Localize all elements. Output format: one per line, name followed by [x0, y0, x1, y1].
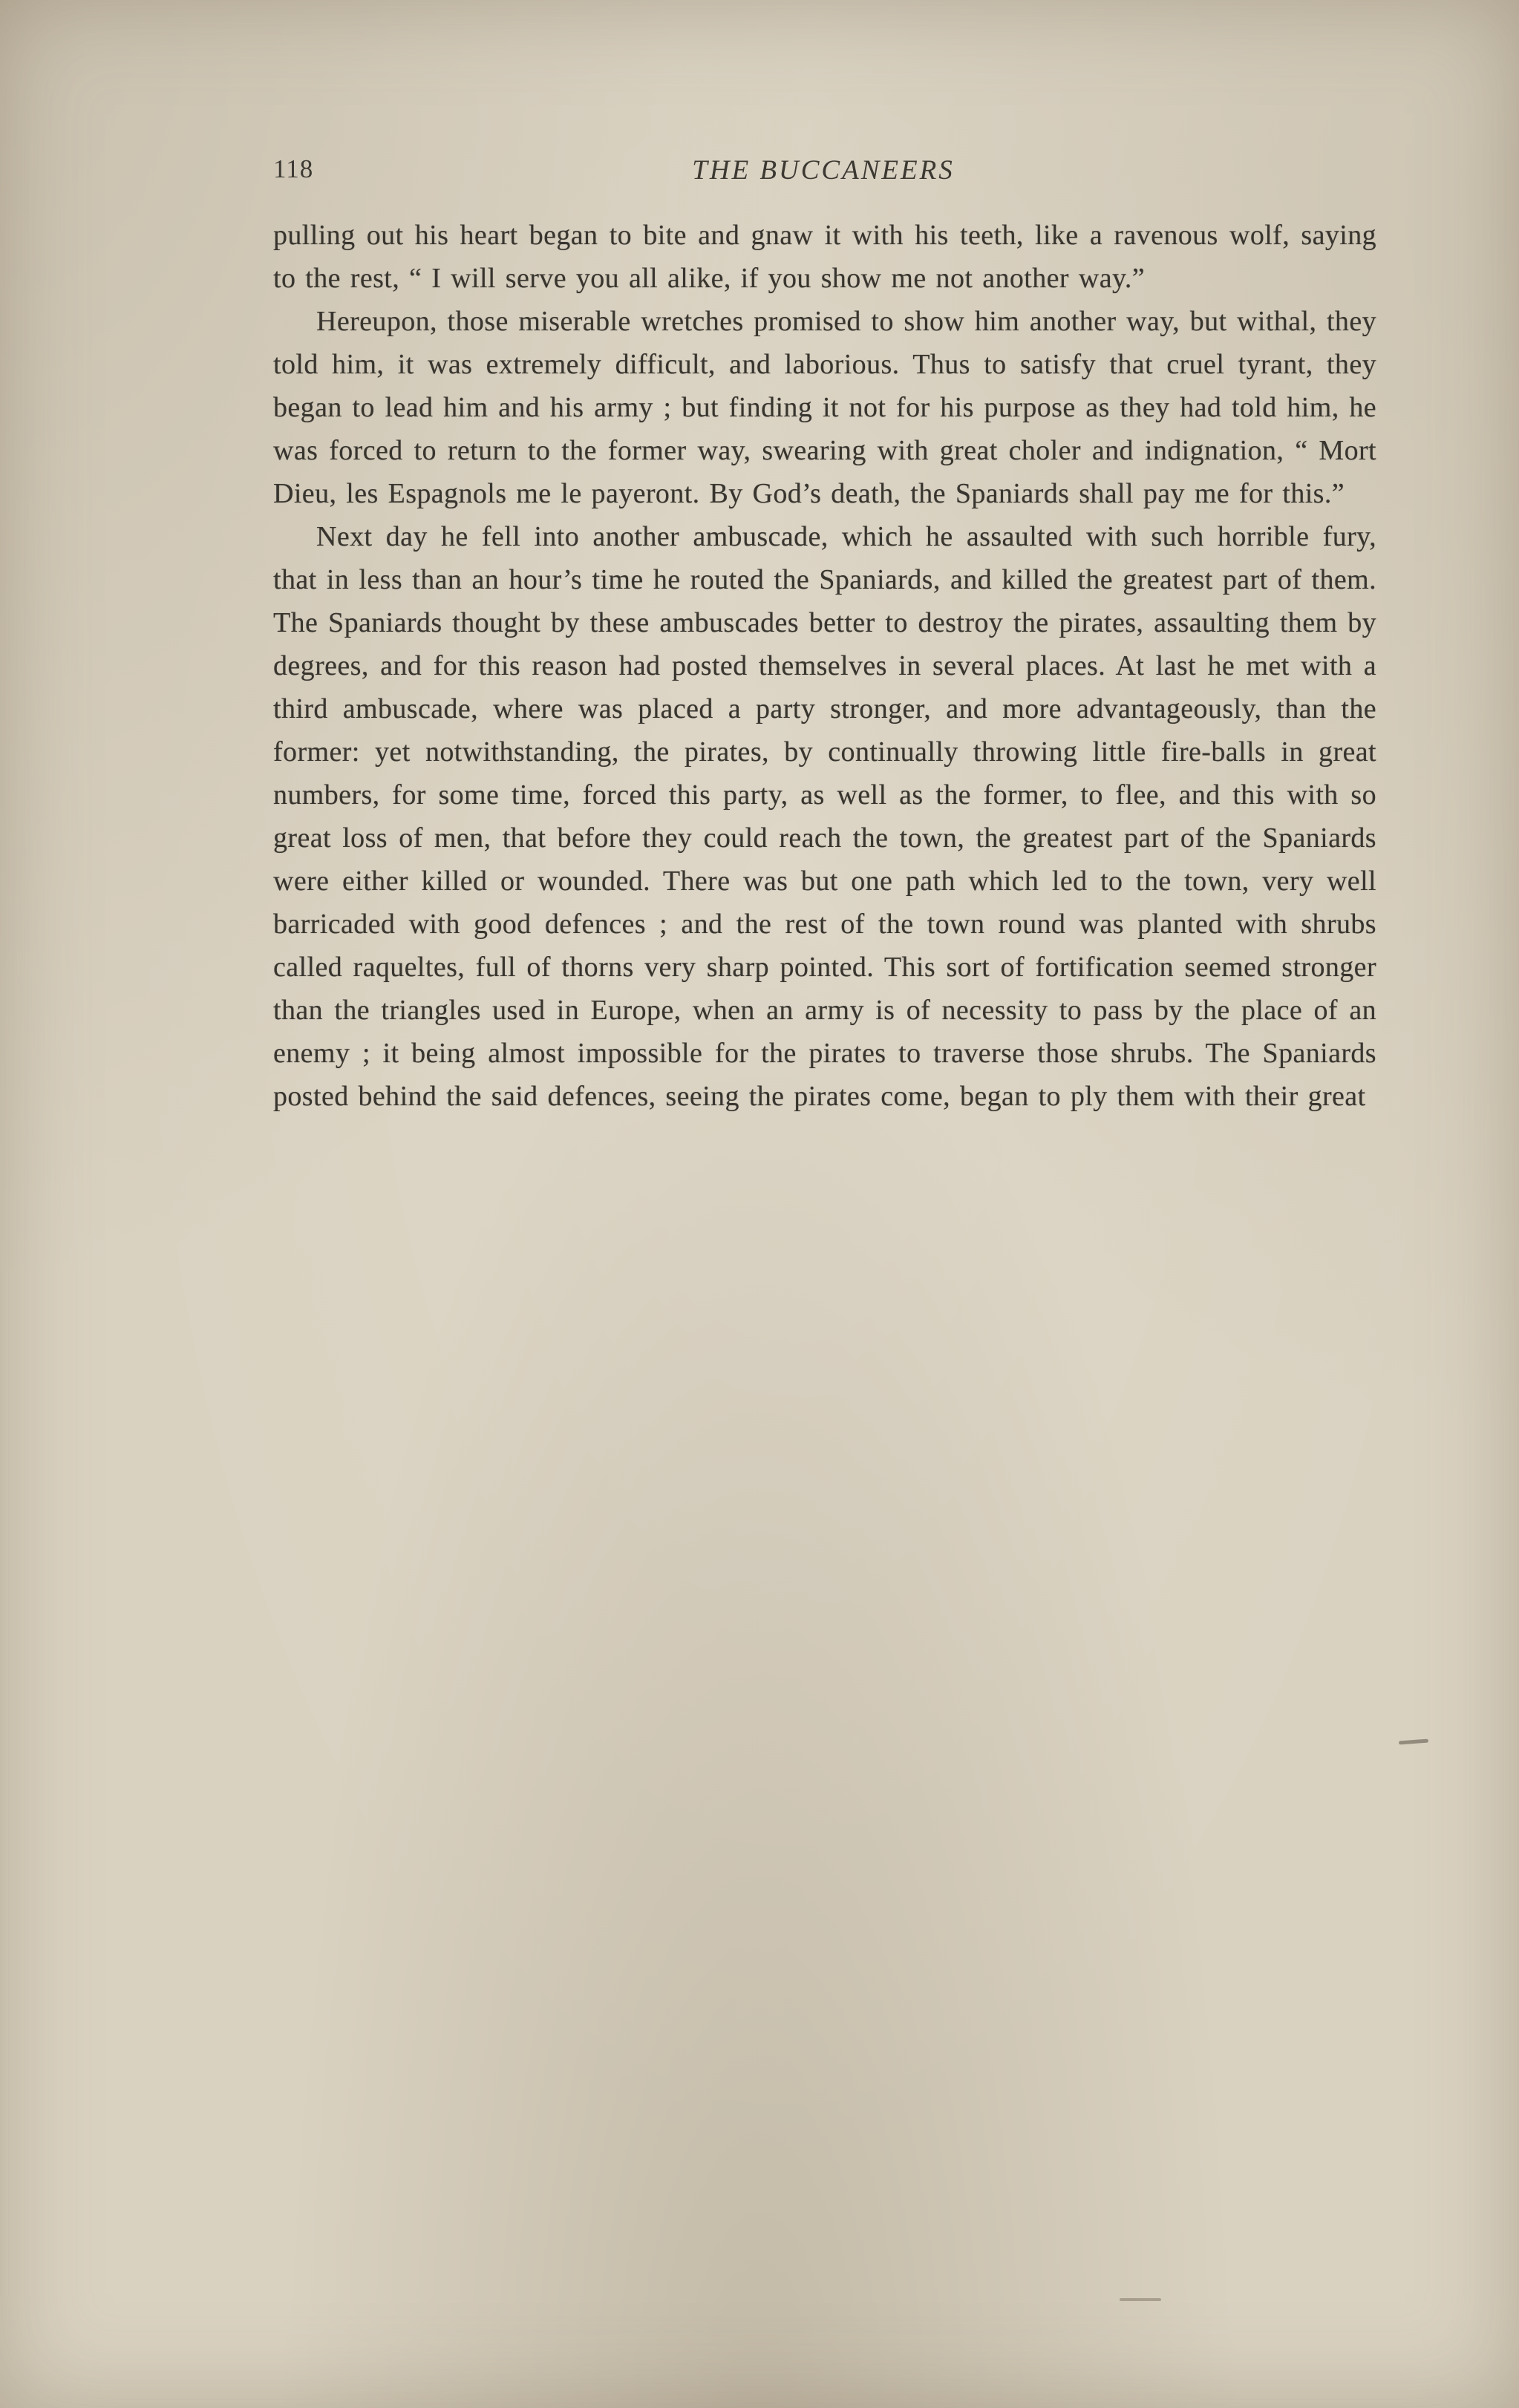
margin-pencil-mark [1399, 1739, 1428, 1745]
page-text [273, 214, 1376, 1118]
page-header [273, 154, 1373, 190]
paragraph: Next day he fell into another ambuscade, which he assaulted with such horrible fury, that in less than an hour’s time he routed the Spaniards, and killed the greatest part of them. The Spaniards thought by these ambuscades better to destroy the pirates, assaulting them by degrees, and for this reason had posted themselves in several places. At last he met with a third ambuscade, where was placed a party stronger, and more advantageously, than the former: yet notwithstanding, the pirates, by continually throwing little fire-balls in great numbers, for some time, forced this party, as well as the former, to flee, and this with so great loss of men, that before they could reach the town, the greatest part of the Spaniards were either killed or wounded. There was but one path which led to the town, very well barricaded with good defences ; and the rest of the town round was planted with shrubs called raqueltes, full of thorns very sharp pointed. This sort of fortification seemed stronger than the triangles used in Europe, when an army is of necessity to pass by the place of an enemy ; it being almost impossible for the pirates to traverse those shrubs. The Spaniards posted behind the said defences, seeing the pirates come, began to ply them with their great [273, 521, 1376, 1112]
stray-mark [1120, 2298, 1161, 2301]
running-title: THE BUCCANEERS [692, 155, 955, 186]
paragraph: pulling out his heart began to bite and gnaw it with his teeth, like a ravenous wolf, saying to the rest, “ I will serve you all alike, if you show me not another way.” [273, 220, 1376, 294]
paragraph: Hereupon, those miserable wretches promised to show him another way, but withal, they told him, it was extremely difficult, and laborious. Thus to satisfy that cruel tyrant, they began to lead him and his army ; but finding it not for his purpose as they had told him, he was forced to return to the former way, swearing with great choler and indignation, “ Mort Dieu, les Espagnols me le payeront. By God’s death, the Spaniards shall pay me for this.” [273, 306, 1376, 509]
page-number: 118 [273, 154, 314, 183]
